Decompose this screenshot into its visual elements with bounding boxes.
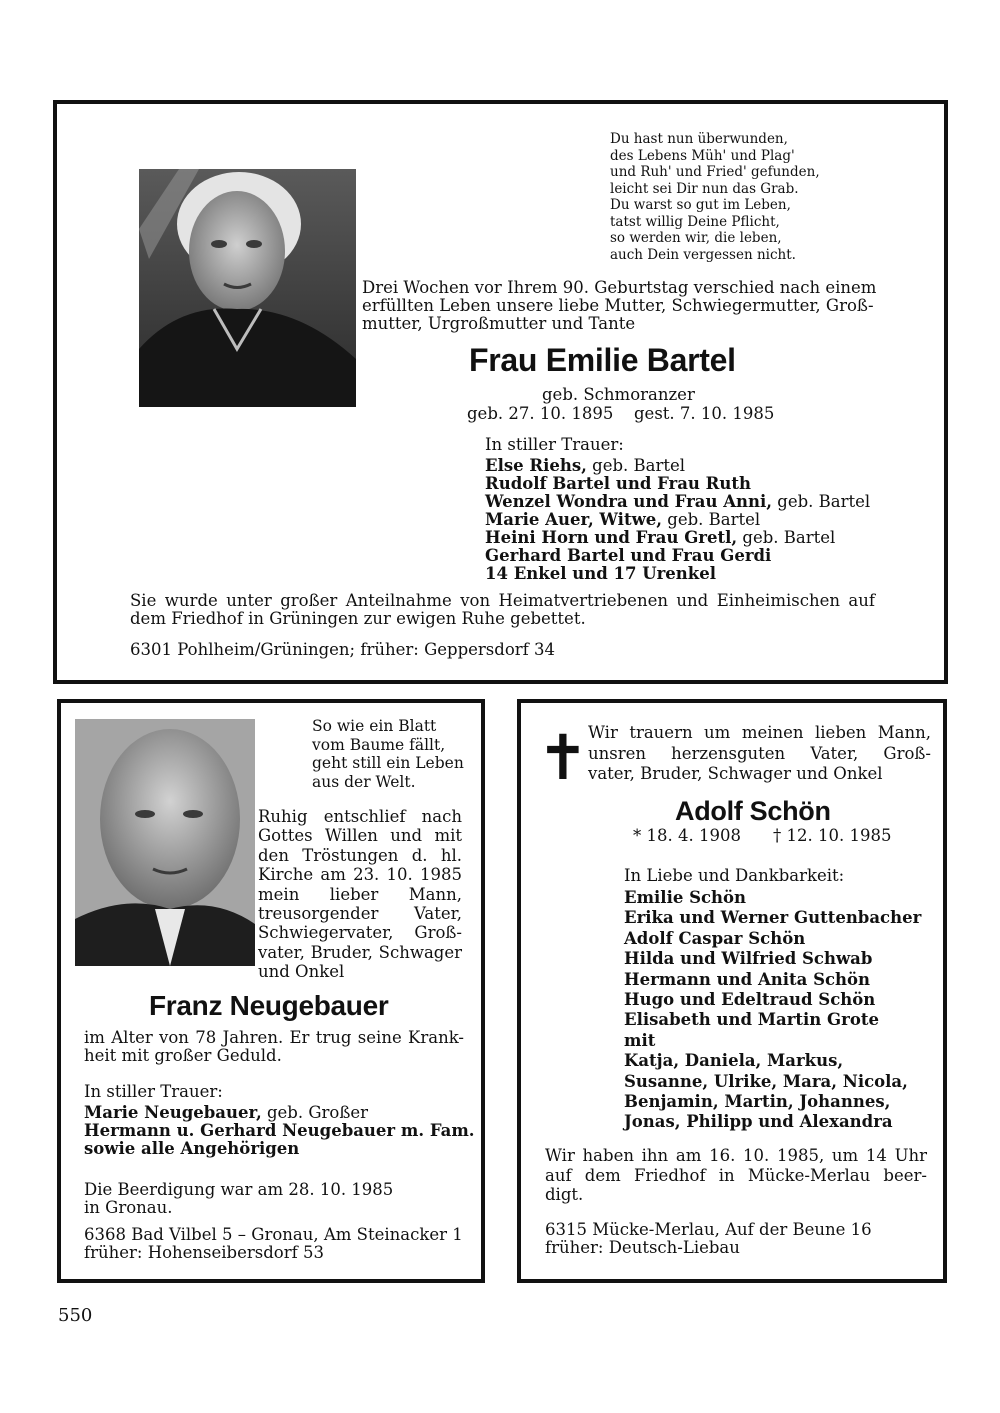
mourner-line: Hilda und Wilfried Schwab [624, 949, 873, 969]
intro-text [588, 723, 931, 785]
mourner-line: Erika und Werner Guttenbacher [624, 908, 922, 928]
funeral-text [84, 1181, 393, 1217]
death-line: vater, Bruder, Schwager [258, 942, 462, 962]
mourner-line: Emilie Schön [624, 888, 747, 907]
mourner-line [485, 493, 870, 511]
poem-line: Du warst so gut im Leben, [610, 197, 791, 213]
mourner-line [485, 457, 870, 475]
maiden-name: geb. Schmoranzer [542, 385, 695, 404]
burial-text [130, 592, 875, 628]
address-line: früher: Hohenseibersdorf 53 [84, 1243, 324, 1262]
poem-line: auch Dein vergessen nicht. [610, 246, 796, 263]
portrait-photo-franz-neugebauer [75, 719, 255, 966]
intro-line: unsren herzensguten Vater, Groß- [588, 743, 931, 763]
funeral-line: Die Beerdigung war am 28. 10. 1985 [84, 1180, 394, 1199]
mourner-name: Heini Horn und Frau Gretl, [485, 528, 738, 547]
mourner-line: Elisabeth und Martin Grote [624, 1010, 879, 1030]
poem-line: leicht sei Dir nun das Grab. [610, 180, 799, 197]
address [545, 1221, 872, 1257]
deceased-name: Adolf Schön [675, 796, 831, 826]
address [84, 1226, 463, 1262]
mourner-name: Marie Auer, Witwe, [485, 510, 663, 529]
mourner-line: Jonas, Philipp und Alexandra [624, 1112, 893, 1132]
age-line: im Alter von 78 Jahren. Er trug seine Krank- [84, 1028, 464, 1047]
mourners-block [624, 888, 921, 1133]
mourner-name: 14 Enkel und 17 Urenkel [485, 564, 716, 583]
death-line: Gottes Willen und mit [258, 826, 462, 846]
mourner-suffix: geb. Bartel [772, 492, 871, 511]
cross-icon: ✝ [537, 721, 589, 794]
death-text [258, 807, 462, 982]
burial-line: digt. [545, 1185, 584, 1204]
poem-line: so werden wir, die leben, [610, 230, 782, 246]
mourner-name: Rudolf Bartel und Frau Ruth [485, 474, 751, 493]
birth-date: * 18. 4. 1908 [633, 826, 741, 845]
gratitude-label: In Liebe und Dankbarkeit: [624, 866, 845, 885]
burial-text [545, 1146, 927, 1205]
intro-line: mutter, Urgroßmutter und Tante [362, 314, 636, 333]
mourner-line: Katja, Daniela, Markus, [624, 1051, 844, 1071]
mourner-line [485, 529, 870, 547]
mourner-suffix: geb. Bartel [662, 510, 761, 529]
poem-line: Du hast nun überwunden, [610, 131, 788, 147]
death-date: † 12. 10. 1985 [773, 826, 892, 845]
death-line: Kirche am 23. 10. 1985 [258, 865, 462, 885]
death-line: und Onkel [258, 962, 345, 982]
death-line: mein lieber Mann, [258, 884, 462, 904]
age-text [84, 1029, 464, 1065]
burial-line: Wir haben ihn am 16. 10. 1985, um 14 Uhr [545, 1146, 927, 1165]
mourner-suffix: geb. Großer [261, 1103, 369, 1122]
age-line: heit mit großer Geduld. [84, 1046, 282, 1065]
burial-line: auf dem Friedhof in Mücke-Merlau beer- [545, 1165, 927, 1185]
death-line: Ruhig entschlief nach [258, 807, 462, 826]
address-line: 6315 Mücke-Merlau, Auf der Beune 16 [545, 1220, 872, 1239]
burial-line: Sie wurde unter großer Anteilnahme von Heimatvertriebenen und Einheimischen auf [130, 591, 875, 610]
mourner-suffix: geb. Bartel [586, 456, 686, 475]
mourner-name: Marie Neugebauer, [84, 1103, 262, 1122]
poem-block [610, 131, 820, 263]
portrait-photo-emilie-bartel [139, 169, 356, 407]
mourner-line [84, 1104, 475, 1122]
poem-line: des Lebens Müh' und Plag' [610, 147, 795, 164]
mourner-line: Benjamin, Martin, Johannes, [624, 1092, 891, 1112]
poem-line: tatst willig Deine Pflicht, [610, 213, 780, 230]
poem-line: geht still ein Leben [312, 754, 464, 772]
mourner-line [485, 565, 870, 583]
poem-block [312, 717, 464, 791]
mourners-block [485, 436, 870, 583]
mourner-line: Hugo und Edeltraud Schön [624, 990, 876, 1010]
page-number: 550 [58, 1305, 93, 1326]
death-line: Schwiegervater, Groß- [258, 923, 462, 943]
mourner-name: Wenzel Wondra und Frau Anni, [485, 492, 773, 511]
poem-line: So wie ein Blatt [312, 717, 437, 735]
mourner-line: mit [624, 1030, 656, 1050]
mourner-line: Susanne, Ulrike, Mara, Nicola, [624, 1071, 908, 1091]
mourning-label: In stiller Trauer: [485, 435, 624, 454]
poem-line: und Ruh' und Fried' gefunden, [610, 164, 820, 180]
death-date: gest. 7. 10. 1985 [634, 404, 775, 423]
portrait-emilie-illustration [139, 169, 356, 407]
deceased-name: Frau Emilie Bartel [469, 342, 736, 378]
birth-date: geb. 27. 10. 1895 [467, 404, 614, 423]
intro-line: vater, Bruder, Schwager und Onkel [588, 764, 883, 783]
mourner-name: Gerhard Bartel und Frau Gerdi [485, 546, 772, 565]
death-line: treusorgender Vater, [258, 904, 462, 924]
poem-line: vom Baume fällt, [312, 735, 446, 754]
mourner-line [485, 547, 870, 565]
mourner-line [485, 511, 870, 529]
deceased-name: Franz Neugebauer [149, 990, 389, 1021]
mourner-line [485, 475, 870, 493]
mourning-label: In stiller Trauer: [84, 1082, 223, 1101]
intro-line: erfüllten Leben unsere liebe Mutter, Schwiegermutter, Groß- [362, 296, 874, 315]
burial-line: dem Friedhof in Grüningen zur ewigen Ruhe gebettet. [130, 609, 586, 628]
mourner-name: sowie alle Angehörigen [84, 1139, 300, 1158]
funeral-line: in Gronau. [84, 1198, 173, 1217]
intro-line: Wir trauern um meinen lieben Mann, [588, 723, 931, 742]
mourners-block [84, 1083, 475, 1158]
portrait-franz-illustration [75, 719, 255, 966]
obituary-adolf-schoen [517, 699, 947, 1283]
death-line: den Tröstungen d. hl. [258, 845, 462, 865]
mourner-line: Hermann und Anita Schön [624, 969, 871, 989]
obituary-franz-neugebauer [57, 699, 485, 1283]
poem-line: aus der Welt. [312, 772, 416, 791]
intro-line: Drei Wochen vor Ihrem 90. Geburtstag verschied nach einem [362, 278, 877, 297]
obituary-emilie-bartel [53, 100, 948, 684]
address: 6301 Pohlheim/Grüningen; früher: Geppersdorf 34 [130, 640, 555, 659]
mourner-name: Else Riehs, [485, 456, 587, 475]
mourner-line: Adolf Caspar Schön [624, 928, 806, 948]
mourner-name: Hermann u. Gerhard Neugebauer m. Fam. [84, 1121, 475, 1140]
address-line: 6368 Bad Vilbel 5 – Gronau, Am Steinacker 1 [84, 1225, 463, 1244]
mourner-line [84, 1140, 475, 1158]
mourner-line [84, 1122, 475, 1140]
intro-text [362, 278, 877, 333]
address-line: früher: Deutsch-Liebau [545, 1238, 740, 1257]
mourner-suffix: geb. Bartel [737, 528, 836, 547]
